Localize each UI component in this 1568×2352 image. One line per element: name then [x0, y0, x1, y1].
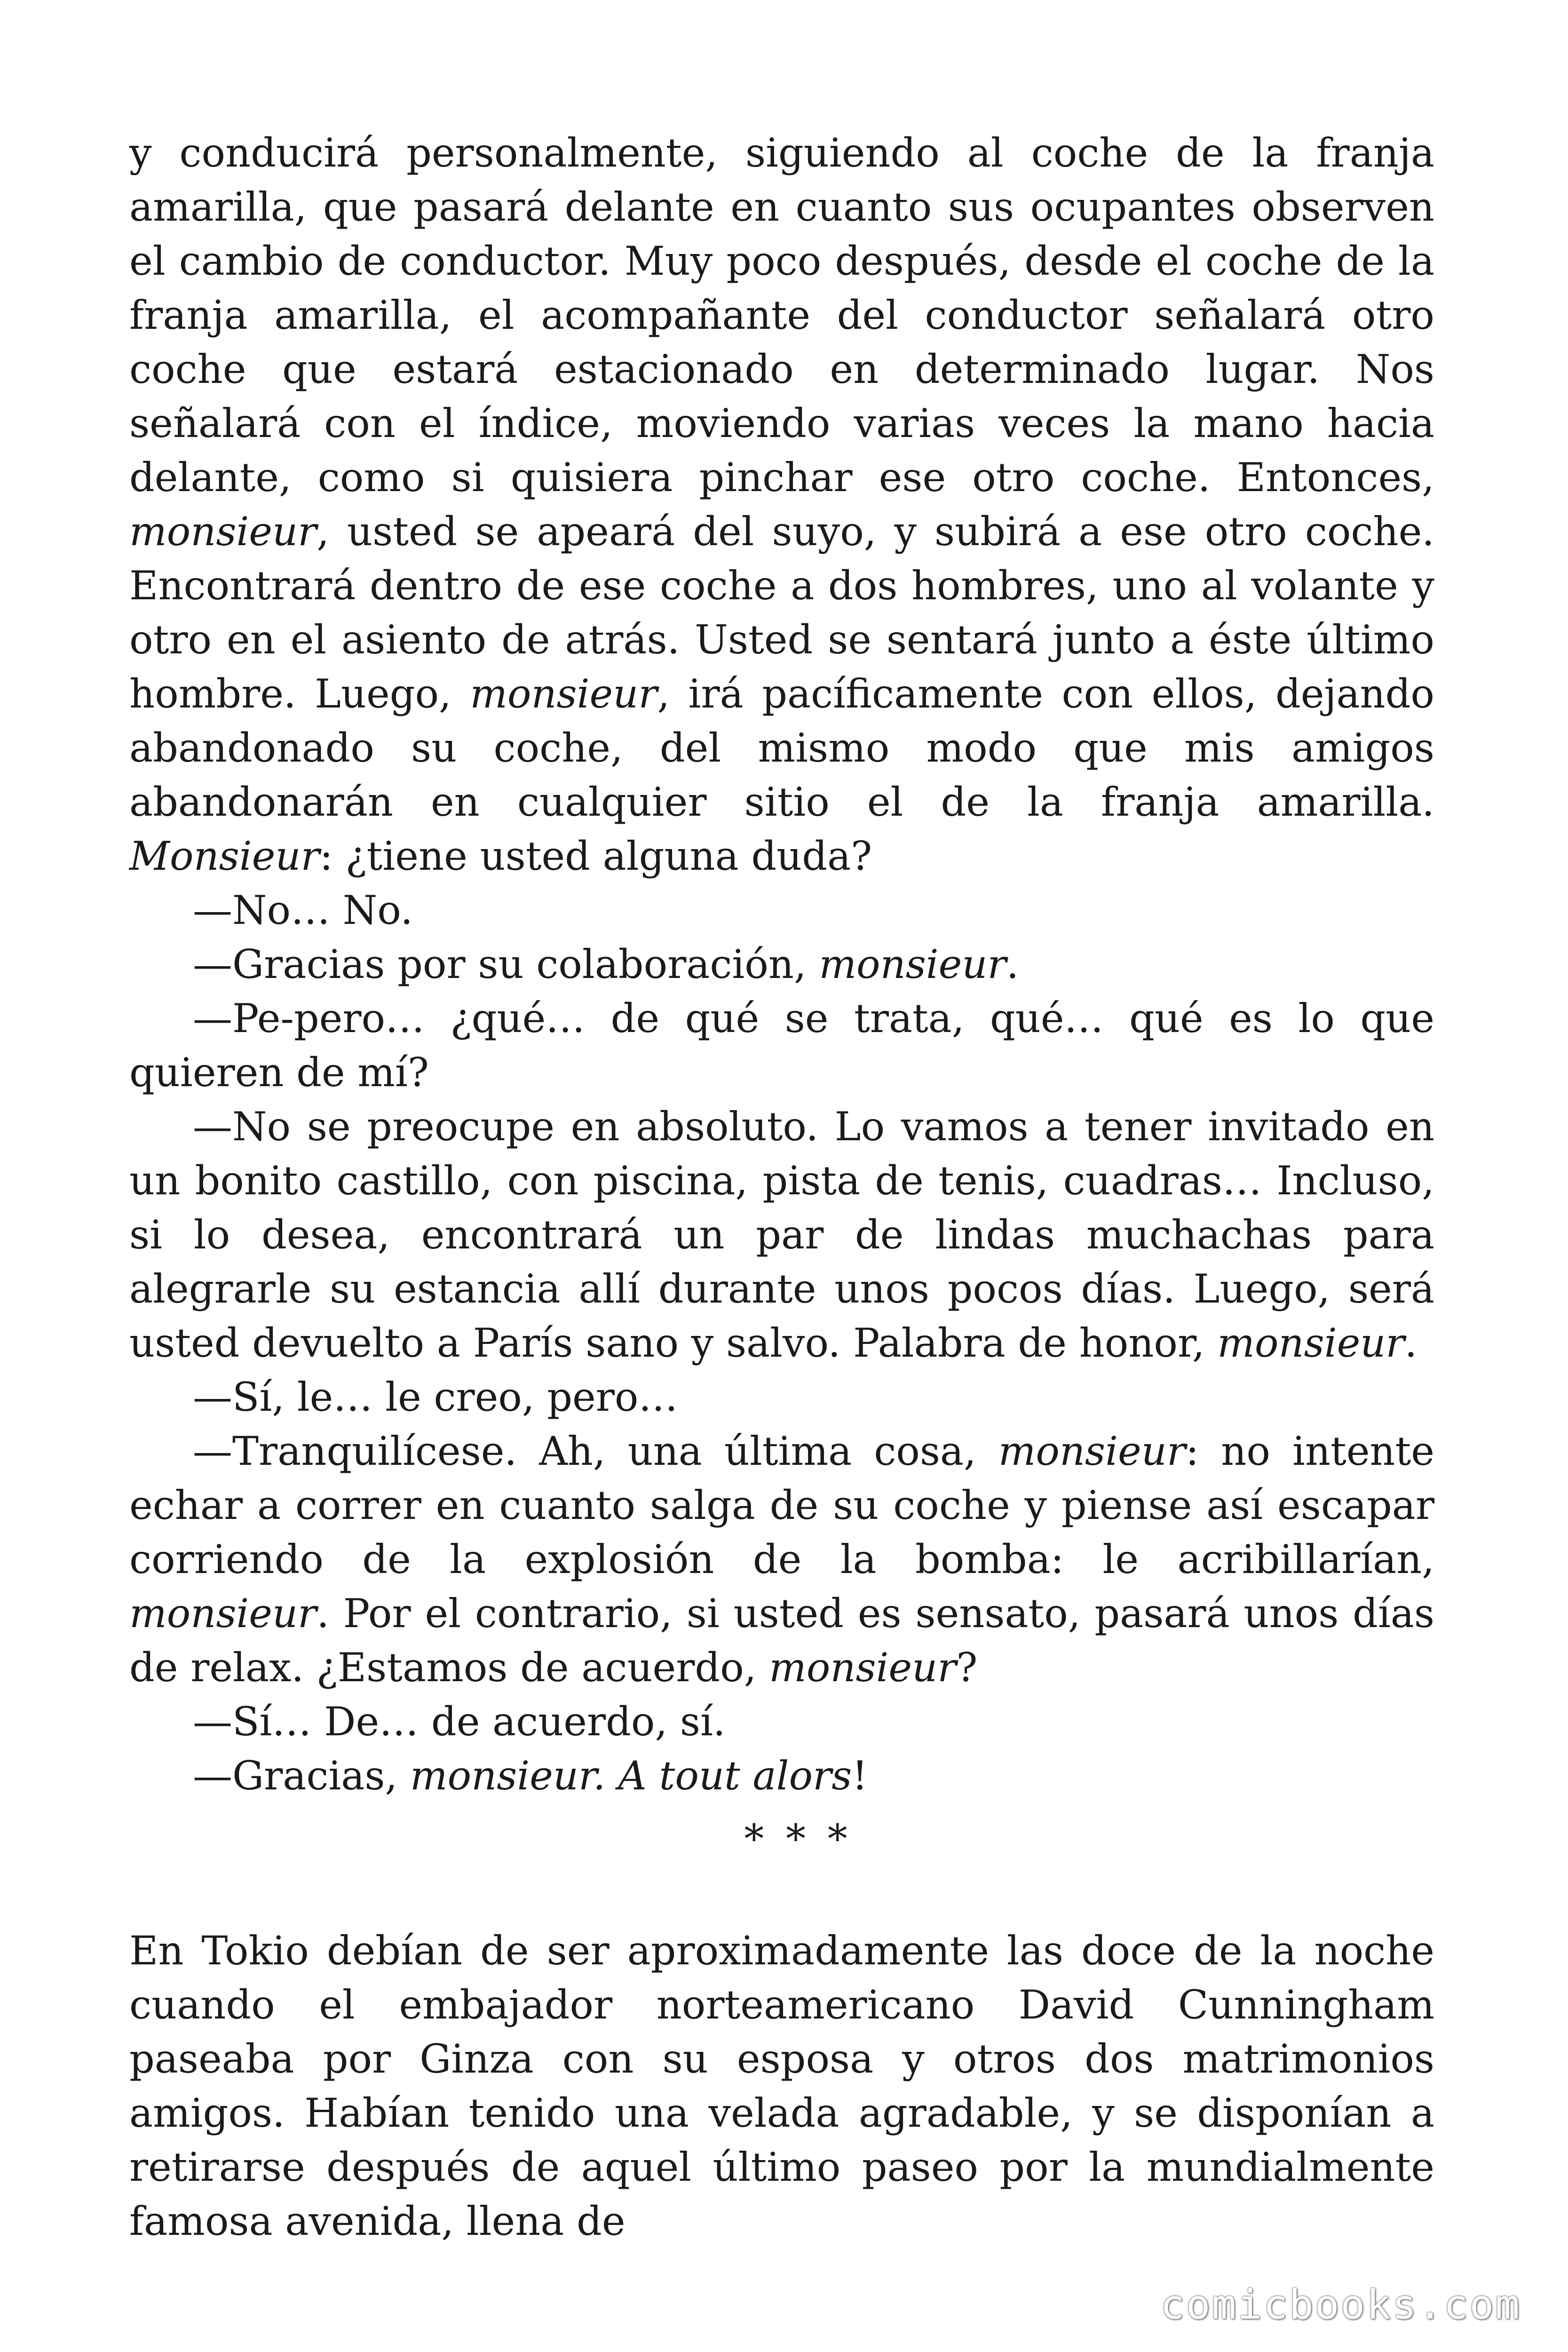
text-run: —Sí… De… de acuerdo, sí.: [193, 1699, 726, 1745]
text-run: —Tranquilícese. Ah, una última cosa,: [193, 1428, 998, 1474]
text-run: , irá pacíficamente con ellos, dejando abandonado su coche, del mismo modo que mis amigos abandonarán en cualquier sitio el de la franja amarilla.: [129, 671, 1434, 825]
paragraph: [129, 1100, 1434, 1370]
text-run: .: [1006, 941, 1019, 987]
italic-text: Monsieur: [129, 833, 320, 879]
italic-text: monsieur. A tout alors: [410, 1753, 852, 1799]
section-separator: * * *: [744, 1816, 852, 1862]
italic-text: monsieur: [470, 671, 657, 717]
text-run: y conducirá personalmente, siguiendo al coche de la franja amarilla, que pasará delante en cuanto sus ocupantes observen el cambio de conductor. Muy poco después, desde el coche de la franja amarilla, el acompañante del conductor señalará otro coche que estará estacionado en determinado lugar. Nos señalará con el índice, moviendo varias veces la mano hacia delante, como si quisiera pinchar ese otro coche. Entonces,: [129, 130, 1434, 501]
paragraph: [129, 126, 1434, 883]
text-run: ?: [956, 1645, 978, 1691]
paragraph: [129, 938, 1434, 992]
text-run: —No… No.: [193, 887, 413, 933]
text-run: —Pe-pero… ¿qué… de qué se trata, qué… qué es lo que quieren de mí?: [129, 995, 1434, 1096]
text-run: En Tokio debían de ser aproximadamente las doce de la noche cuando el embajador norteamericano David Cunningham paseaba por Ginza con su esposa y otros dos matrimonios amigos. Habían tenido una velada agradable, y se disponían a retirarse después de aquel último paseo por la mundialmente famosa avenida, llena de: [129, 1928, 1434, 2244]
text-run: —Sí, le… le creo, pero…: [193, 1374, 678, 1420]
text-block-top: [129, 126, 1434, 1803]
paragraph: [129, 1749, 1434, 1803]
text-run: . Por el contrario, si usted es sensato, pasará unos días de relax. ¿Estamos de acuerdo,: [129, 1590, 1434, 1691]
paragraph: [129, 1695, 1434, 1749]
text-run: !: [852, 1753, 868, 1799]
text-run: : no intente echar a correr en cuanto salga de su coche y piense así escapar corriendo de la explosión de la bomba: le acribillarían,: [129, 1428, 1434, 1582]
paragraph: [129, 1370, 1434, 1424]
text-run: —Gracias,: [193, 1753, 410, 1799]
text-run: —No se preocupe en absoluto. Lo vamos a tener invitado en un bonito castillo, con piscina, pista de tenis, cuadras… Incluso, si lo desea, encontrará un par de lindas muchachas para alegrarle su estancia allí durante unos pocos días. Luego, será usted devuelto a París sano y salvo. Palabra de honor,: [129, 1104, 1434, 1366]
watermark: comicbooks.com: [1160, 2281, 1521, 2328]
italic-text: monsieur: [998, 1428, 1186, 1474]
text-run: —Gracias por su colaboración,: [193, 941, 819, 987]
italic-text: monsieur: [1217, 1320, 1405, 1366]
paragraph: [129, 1924, 1434, 2249]
italic-text: monsieur: [769, 1645, 957, 1691]
italic-text: monsieur: [129, 1590, 317, 1637]
text-run: .: [1404, 1320, 1418, 1366]
paragraph: [129, 992, 1434, 1100]
italic-text: monsieur: [819, 941, 1006, 987]
paragraph: [129, 1424, 1434, 1695]
text-block-bottom: [129, 1924, 1434, 2249]
paragraph: [129, 883, 1434, 938]
text-run: : ¿tiene usted alguna duda?: [319, 833, 872, 879]
text-run: , usted se apeará del suyo, y subirá a ese otro coche. Encontrará dentro de ese coche a dos hombres, uno al volante y otro en el asiento de atrás. Usted se sentará junto a éste último hombre. Luego,: [129, 509, 1434, 717]
italic-text: monsieur: [129, 509, 317, 555]
